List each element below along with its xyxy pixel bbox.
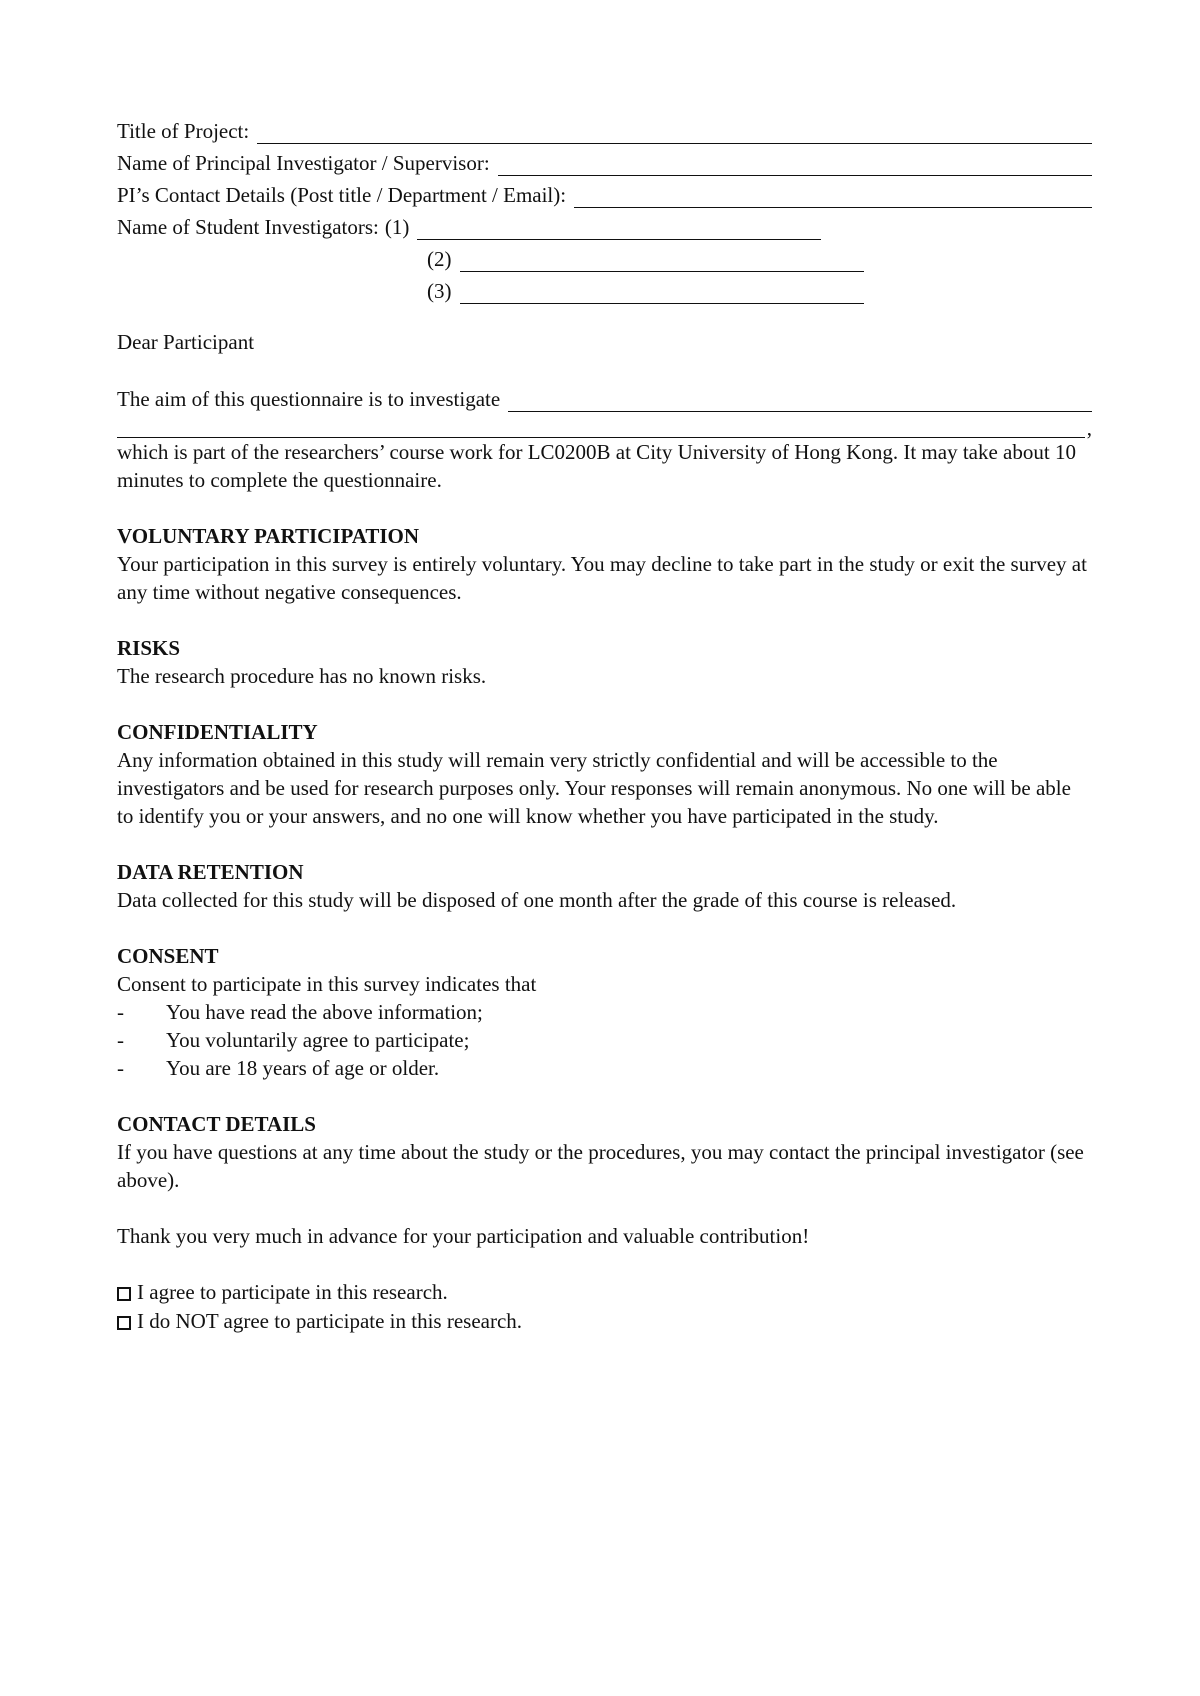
confidentiality-text: Any information obtained in this study will remain very strictly confidential and will be accessible to the investigators and be used for research purposes only. Your responses will remain anonymous. No one will be able to identify you or your answers, and no one will know whether you have participated in the study. [117,748,1071,828]
pi-contact-row [117,176,1092,208]
risks-heading: RISKS [117,636,181,660]
risks-text: The research procedure has no known risks. [117,664,487,688]
list-item [117,1026,1092,1054]
student-investigator-row-3 [117,272,1092,304]
pi-name-row [117,144,1092,176]
pi-contact-field[interactable] [574,185,1092,208]
consent-item-text: You voluntarily agree to participate; [166,1028,470,1052]
dash-bullet: - [117,1056,124,1080]
pi-name-field[interactable] [498,153,1092,176]
confidentiality-heading: CONFIDENTIALITY [117,720,318,744]
retention-text: Data collected for this study will be disposed of one month after the grade of this course is released. [117,888,957,912]
aim-comma: , [1086,416,1092,440]
student-name-field-3[interactable] [460,281,864,304]
consent-item-text: You have read the above information; [166,1000,483,1024]
aim-field-continued[interactable] [117,415,1085,438]
contact-text: If you have questions at any time about the study or the procedures, you may contact the principal investigator (see above). [117,1140,1084,1192]
pi-contact-label: PI’s Contact Details (Post title / Department / Email): [117,183,567,207]
student-name-field-1[interactable] [417,217,821,240]
voluntary-heading: VOLUNTARY PARTICIPATION [117,524,420,548]
greeting: Dear Participant [117,330,255,354]
disagree-option[interactable] [117,1307,1092,1336]
aim-description: which is part of the researchers’ course work for LC0200B at City University of Hong Kong. It may take about 10 minutes to complete the questionnaire. [117,440,1076,492]
thanks-text: Thank you very much in advance for your participation and valuable contribution! [117,1224,810,1248]
pi-name-label: Name of Principal Investigator / Supervisor: [117,151,490,175]
consent-text: Consent to participate in this survey indicates that [117,972,537,996]
dash-bullet: - [117,1000,124,1024]
agree-option[interactable] [117,1278,1092,1307]
consent-form [117,112,1092,1336]
student-number-3: (3) [427,279,452,303]
retention-heading: DATA RETENTION [117,860,304,884]
project-title-label: Title of Project: [117,119,250,143]
student-investigators-label: Name of Student Investigators: [117,215,379,239]
disagree-checkbox[interactable] [117,1316,131,1330]
consent-list [117,998,1092,1082]
agree-label: I agree to participate in this research. [137,1280,448,1304]
student-investigator-row-1 [117,208,1092,240]
student-name-field-2[interactable] [460,249,864,272]
list-item [117,998,1092,1026]
dash-bullet: - [117,1028,124,1052]
list-item [117,1054,1092,1082]
aim-row-continued [117,412,1092,438]
aim-prefix: The aim of this questionnaire is to investigate [117,387,501,411]
agree-checkbox[interactable] [117,1287,131,1301]
aim-row [117,384,1092,412]
disagree-label: I do NOT agree to participate in this research. [137,1309,523,1333]
consent-heading: CONSENT [117,944,219,968]
project-title-row [117,112,1092,144]
student-number-1: (1) [384,215,410,239]
aim-field[interactable] [508,389,1092,412]
student-number-2: (2) [427,247,452,271]
contact-heading: CONTACT DETAILS [117,1112,316,1136]
student-investigator-row-2 [117,240,1092,272]
voluntary-text: Your participation in this survey is entirely voluntary. You may decline to take part in the study or exit the survey at any time without negative consequences. [117,552,1087,604]
consent-item-text: You are 18 years of age or older. [166,1056,440,1080]
project-title-field[interactable] [257,121,1092,144]
